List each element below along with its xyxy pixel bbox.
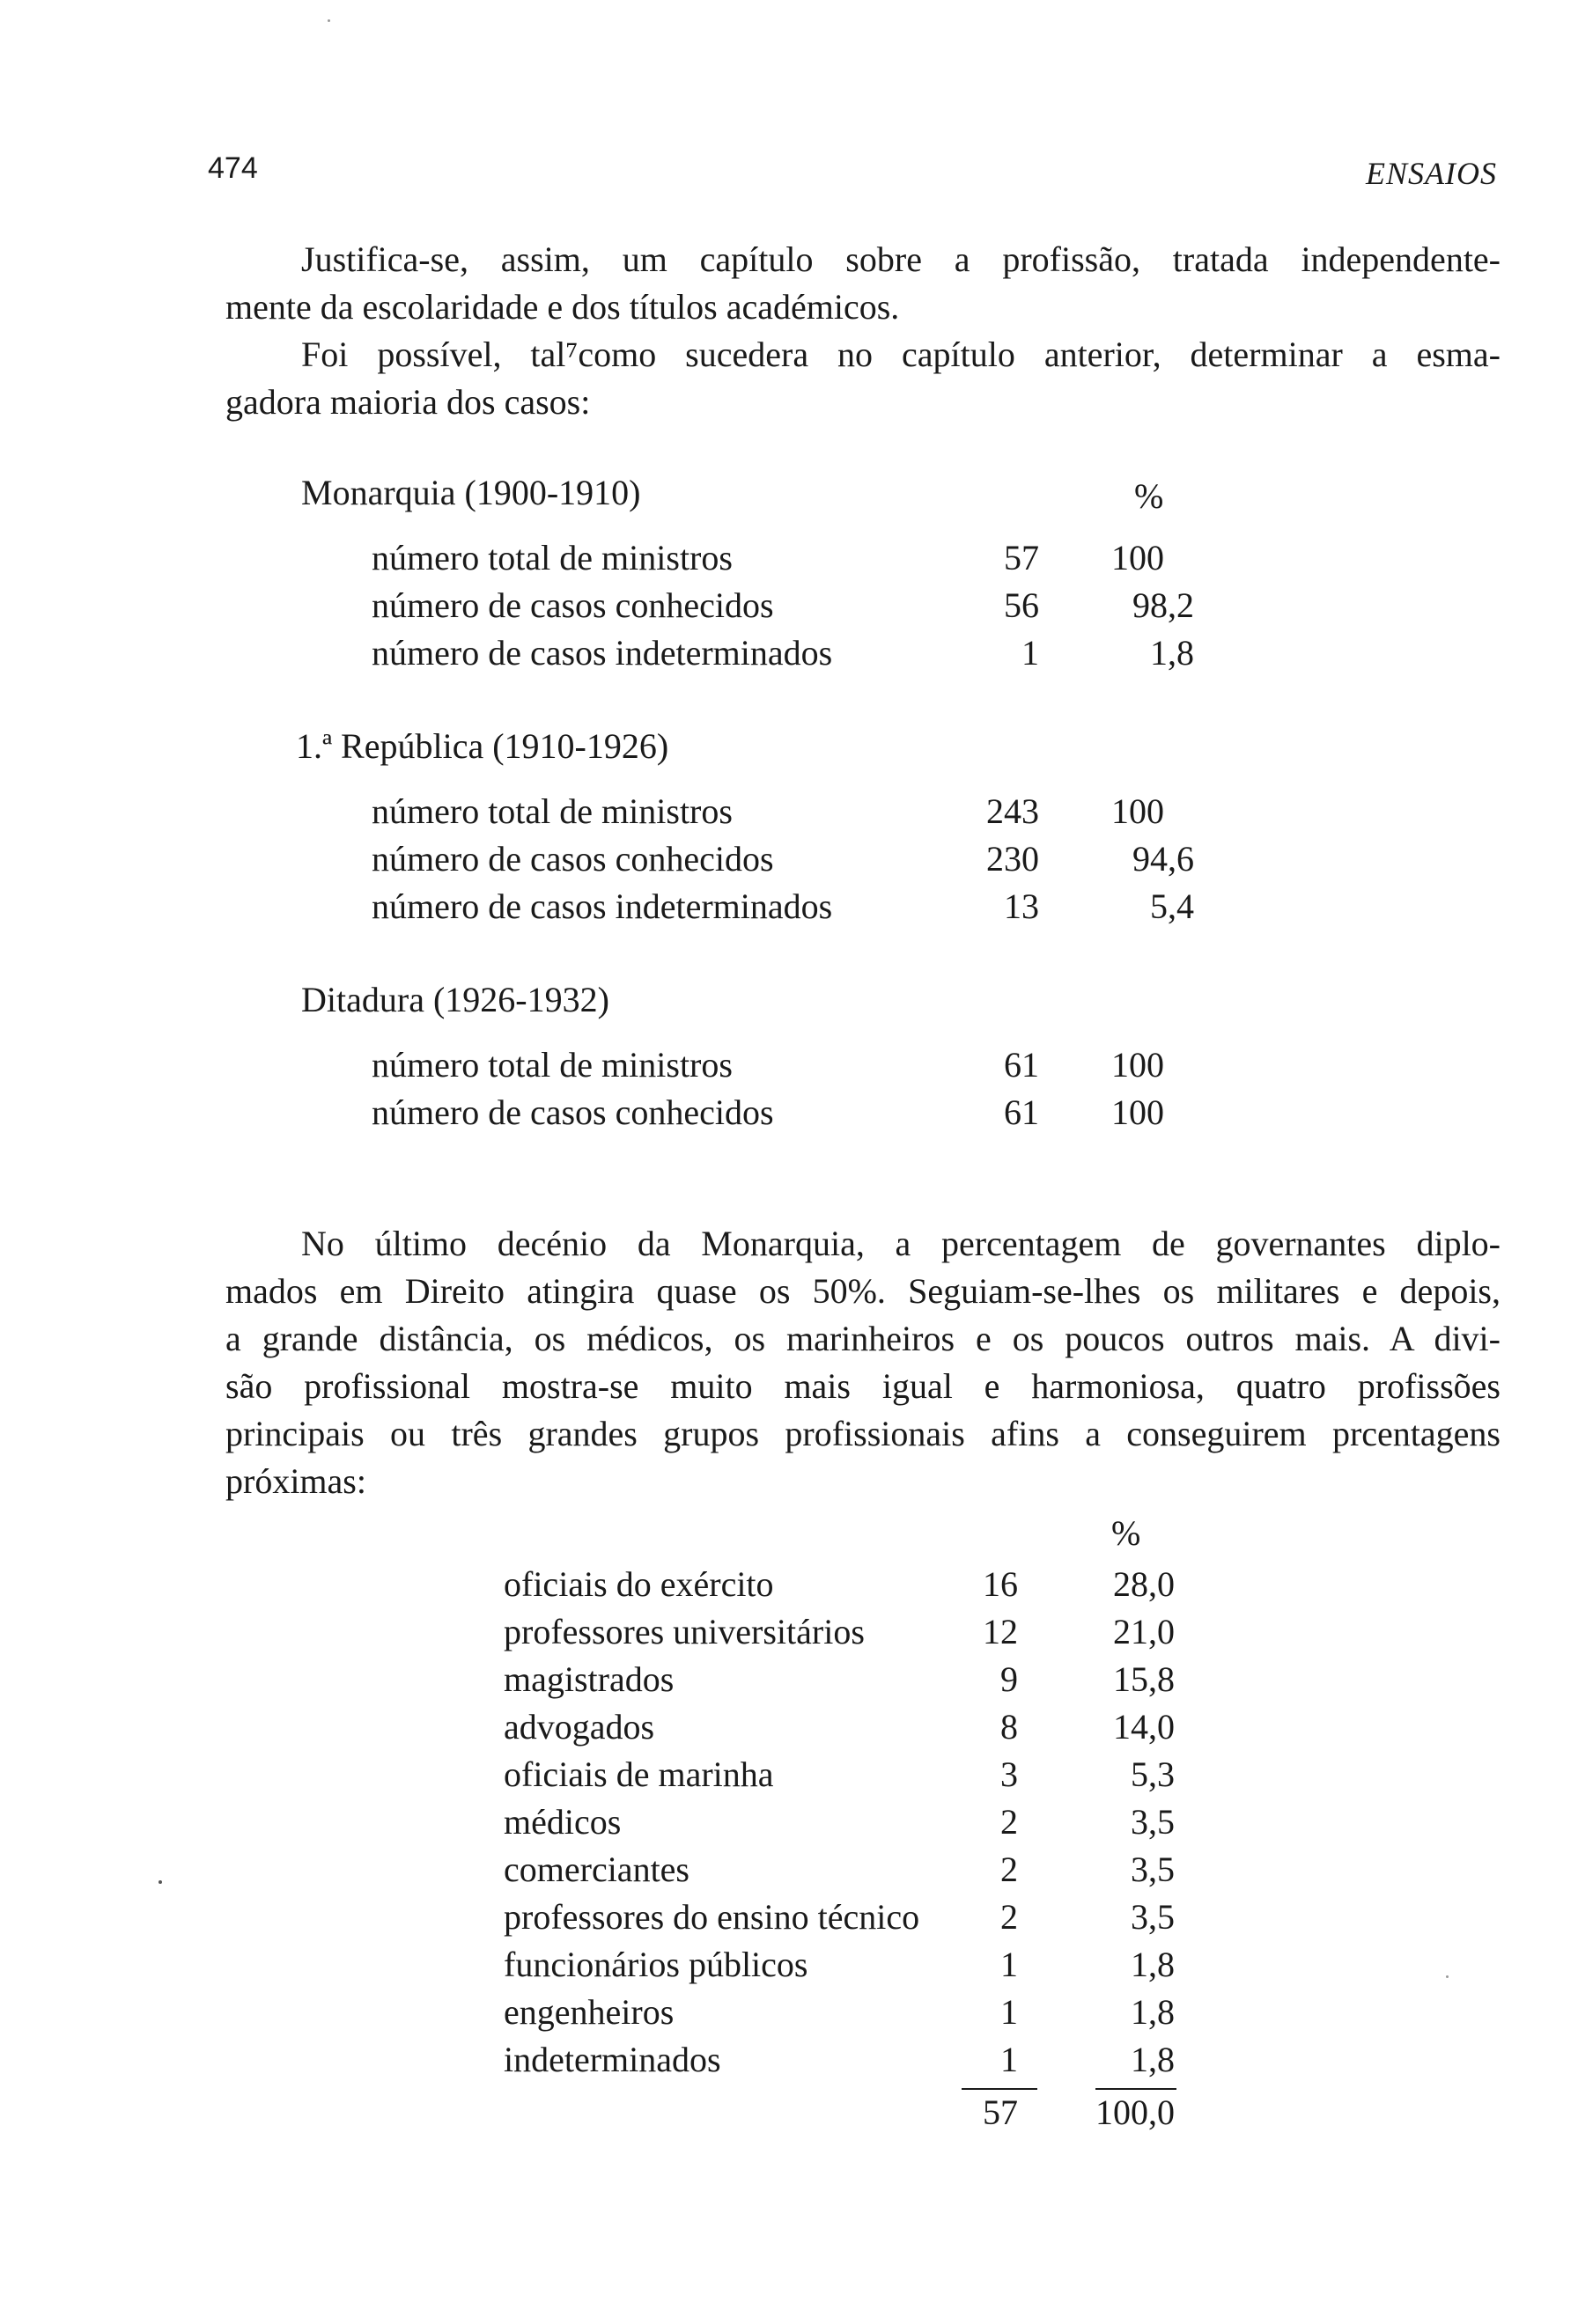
row-percent: 100 [1111, 1092, 1164, 1132]
profession-count: 3 [1000, 1754, 1018, 1794]
paragraph-line: No último decénio da Monarquia, a percentagem de governantes diplo- [301, 1224, 1501, 1263]
profession-label: oficiais do exército [504, 1564, 774, 1604]
paragraph-line: mados em Direito atingira quase os 50%. Seguiam-se-lhes os militares e depois, [225, 1271, 1501, 1311]
profession-label: professores universitários [504, 1612, 865, 1651]
profession-count: 2 [1000, 1802, 1018, 1842]
profession-count: 2 [1000, 1850, 1018, 1889]
profession-percent: 3,5 [1131, 1802, 1175, 1842]
row-percent: 5,4 [1150, 886, 1194, 926]
scan-speck [159, 1880, 162, 1884]
running-title: ENSAIOS [1366, 156, 1497, 191]
paragraph-line: gadora maioria dos casos: [225, 382, 591, 422]
profession-count: 1 [1000, 2040, 1018, 2079]
paragraph-line: mente da escolaridade e dos títulos académicos. [225, 287, 900, 327]
period-title: 1.ª República (1910-1926) [296, 726, 669, 766]
scan-speck [328, 19, 330, 22]
paragraph-line: Foi possível, tal⁷como sucedera no capítulo anterior, determinar a esma- [301, 335, 1501, 374]
total-count: 57 [983, 2092, 1018, 2132]
row-count: 1 [1021, 633, 1039, 673]
profession-percent: 5,3 [1131, 1754, 1175, 1794]
profession-count: 1 [1000, 1992, 1018, 2032]
profession-count: 8 [1000, 1707, 1018, 1747]
row-count: 61 [1004, 1045, 1039, 1085]
profession-percent: 1,8 [1131, 2040, 1175, 2079]
profession-label: magistrados [504, 1659, 675, 1699]
paragraph-1 [225, 236, 1501, 331]
row-percent: 1,8 [1150, 633, 1194, 673]
paragraph-line: Justifica-se, assim, um capítulo sobre a profissão, tratada independente- [301, 239, 1501, 279]
profession-label: médicos [504, 1802, 622, 1842]
profession-label: advogados [504, 1707, 655, 1747]
row-percent: 100 [1111, 538, 1164, 577]
profession-percent: 3,5 [1131, 1850, 1175, 1889]
profession-percent: 28,0 [1113, 1564, 1175, 1604]
row-label: número de casos conhecidos [372, 585, 774, 625]
profession-count: 16 [983, 1564, 1018, 1604]
profession-percent: 1,8 [1131, 1992, 1175, 2032]
percent-column-header: % [1134, 476, 1164, 516]
percent-column-header: % [1111, 1513, 1141, 1553]
paragraph-line: principais ou três grandes grupos profissionais afins a conseguirem prcentagens [225, 1414, 1501, 1453]
profession-count: 2 [1000, 1897, 1018, 1937]
row-count: 56 [1004, 585, 1039, 625]
paragraph-line: próximas: [225, 1461, 366, 1501]
paragraph-line: a grande distância, os médicos, os marinheiros e os poucos outros mais. A divi- [225, 1319, 1501, 1358]
profession-percent: 15,8 [1113, 1659, 1175, 1699]
scan-speck [1446, 1975, 1449, 1978]
row-count: 61 [1004, 1092, 1039, 1132]
profession-percent: 21,0 [1113, 1612, 1175, 1651]
page-number: 474 [208, 151, 258, 185]
row-label: número de casos indeterminados [372, 886, 833, 926]
profession-count: 12 [983, 1612, 1018, 1651]
profession-label: professores do ensino técnico [504, 1897, 920, 1937]
row-percent: 94,6 [1132, 839, 1194, 879]
row-label: número de casos indeterminados [372, 633, 833, 673]
row-count: 13 [1004, 886, 1039, 926]
row-count: 230 [986, 839, 1039, 879]
paragraph-3 [225, 1220, 1501, 1505]
paragraph-2 [225, 331, 1501, 426]
profession-percent: 3,5 [1131, 1897, 1175, 1937]
percent-sum-rule [1095, 2088, 1176, 2090]
row-percent: 98,2 [1132, 585, 1194, 625]
period-title: Monarquia (1900-1910) [301, 473, 641, 512]
profession-label: engenheiros [504, 1992, 675, 2032]
profession-percent: 14,0 [1113, 1707, 1175, 1747]
row-percent: 100 [1111, 791, 1164, 831]
row-label: número total de ministros [372, 791, 733, 831]
row-count: 243 [986, 791, 1039, 831]
total-percent: 100,0 [1095, 2092, 1175, 2132]
profession-label: oficiais de marinha [504, 1754, 774, 1794]
profession-percent: 1,8 [1131, 1945, 1175, 1984]
paragraph-line: são profissional mostra-se muito mais igual e harmoniosa, quatro profissões [225, 1366, 1501, 1406]
row-label: número total de ministros [372, 1045, 733, 1085]
row-count: 57 [1004, 538, 1039, 577]
profession-label: funcionários públicos [504, 1945, 808, 1984]
profession-count: 9 [1000, 1659, 1018, 1699]
row-label: número de casos conhecidos [372, 1092, 774, 1132]
row-label: número de casos conhecidos [372, 839, 774, 879]
profession-label: indeterminados [504, 2040, 721, 2079]
row-percent: 100 [1111, 1045, 1164, 1085]
profession-count: 1 [1000, 1945, 1018, 1984]
profession-label: comerciantes [504, 1850, 689, 1889]
period-title: Ditadura (1926-1932) [301, 980, 609, 1019]
row-label: número total de ministros [372, 538, 733, 577]
count-sum-rule [962, 2088, 1037, 2090]
